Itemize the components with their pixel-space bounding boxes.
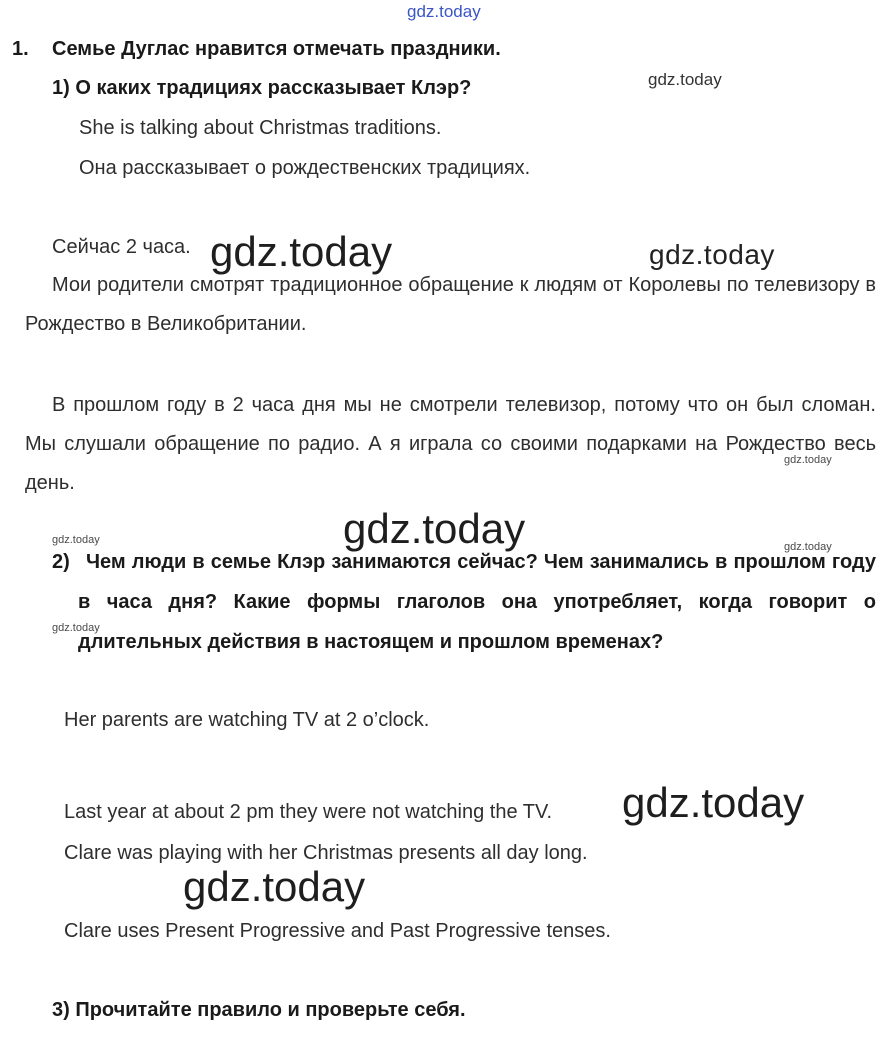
question-2-answer-1: Her parents are watching TV at 2 o’clock. [64,709,430,731]
question-2-answer-2: Last year at about 2 pm they were not watching the TV. [64,801,553,823]
watermark: gdz.today [649,239,775,270]
exercise-number: 1. [12,38,29,60]
translation-line-1: Сейчас 2 часа. [52,236,191,258]
watermark-top: gdz.today [407,2,481,21]
question-2-answer-4: Clare uses Present Progressive and Past Progressive tenses. [64,920,611,942]
watermark: gdz.today [183,863,366,910]
watermark: gdz.today [648,70,722,89]
question-1-answer-ru: Она рассказывает о рождественских традициях. [79,157,531,179]
watermark: gdz.today [210,228,393,275]
watermark: gdz.today [784,454,832,466]
translation-paragraph-2: В прошлом году в 2 часа дня мы не смотрели телевизор, потому что он был сломан. Мы слушали обращение по радио. А я играла со своими подарками на Рождество весь день. [25,394,876,494]
question-1-answer-en: She is talking about Christmas traditions. [79,117,442,139]
watermark: gdz.today [52,534,100,546]
question-2-number: 2) [52,551,70,573]
watermark: gdz.today [52,622,100,634]
watermark: gdz.today [343,505,526,552]
question-2-text: Чем люди в семье Клэр занимаются сейчас? Чем занимались в прошлом году в часа дня? Какие формы глаголов она употребляет, когда говорит о длительных действия в настоящем и прошлом временах? [78,551,876,653]
watermark: gdz.today [784,541,832,553]
question-1-label: 1) О каких традициях рассказывает Клэр? [52,77,472,99]
exercise-title: Семье Дуглас нравится отмечать праздники. [52,38,501,60]
question-3-label: 3) Прочитайте правило и проверьте себя. [52,999,466,1021]
watermark: gdz.today [622,779,805,826]
question-2-answer-3: Clare was playing with her Christmas presents all day long. [64,842,588,864]
translation-paragraph-1: Мои родители смотрят традиционное обращение к людям от Королевы по телевизору в Рождество в Великобритании. [25,274,876,335]
